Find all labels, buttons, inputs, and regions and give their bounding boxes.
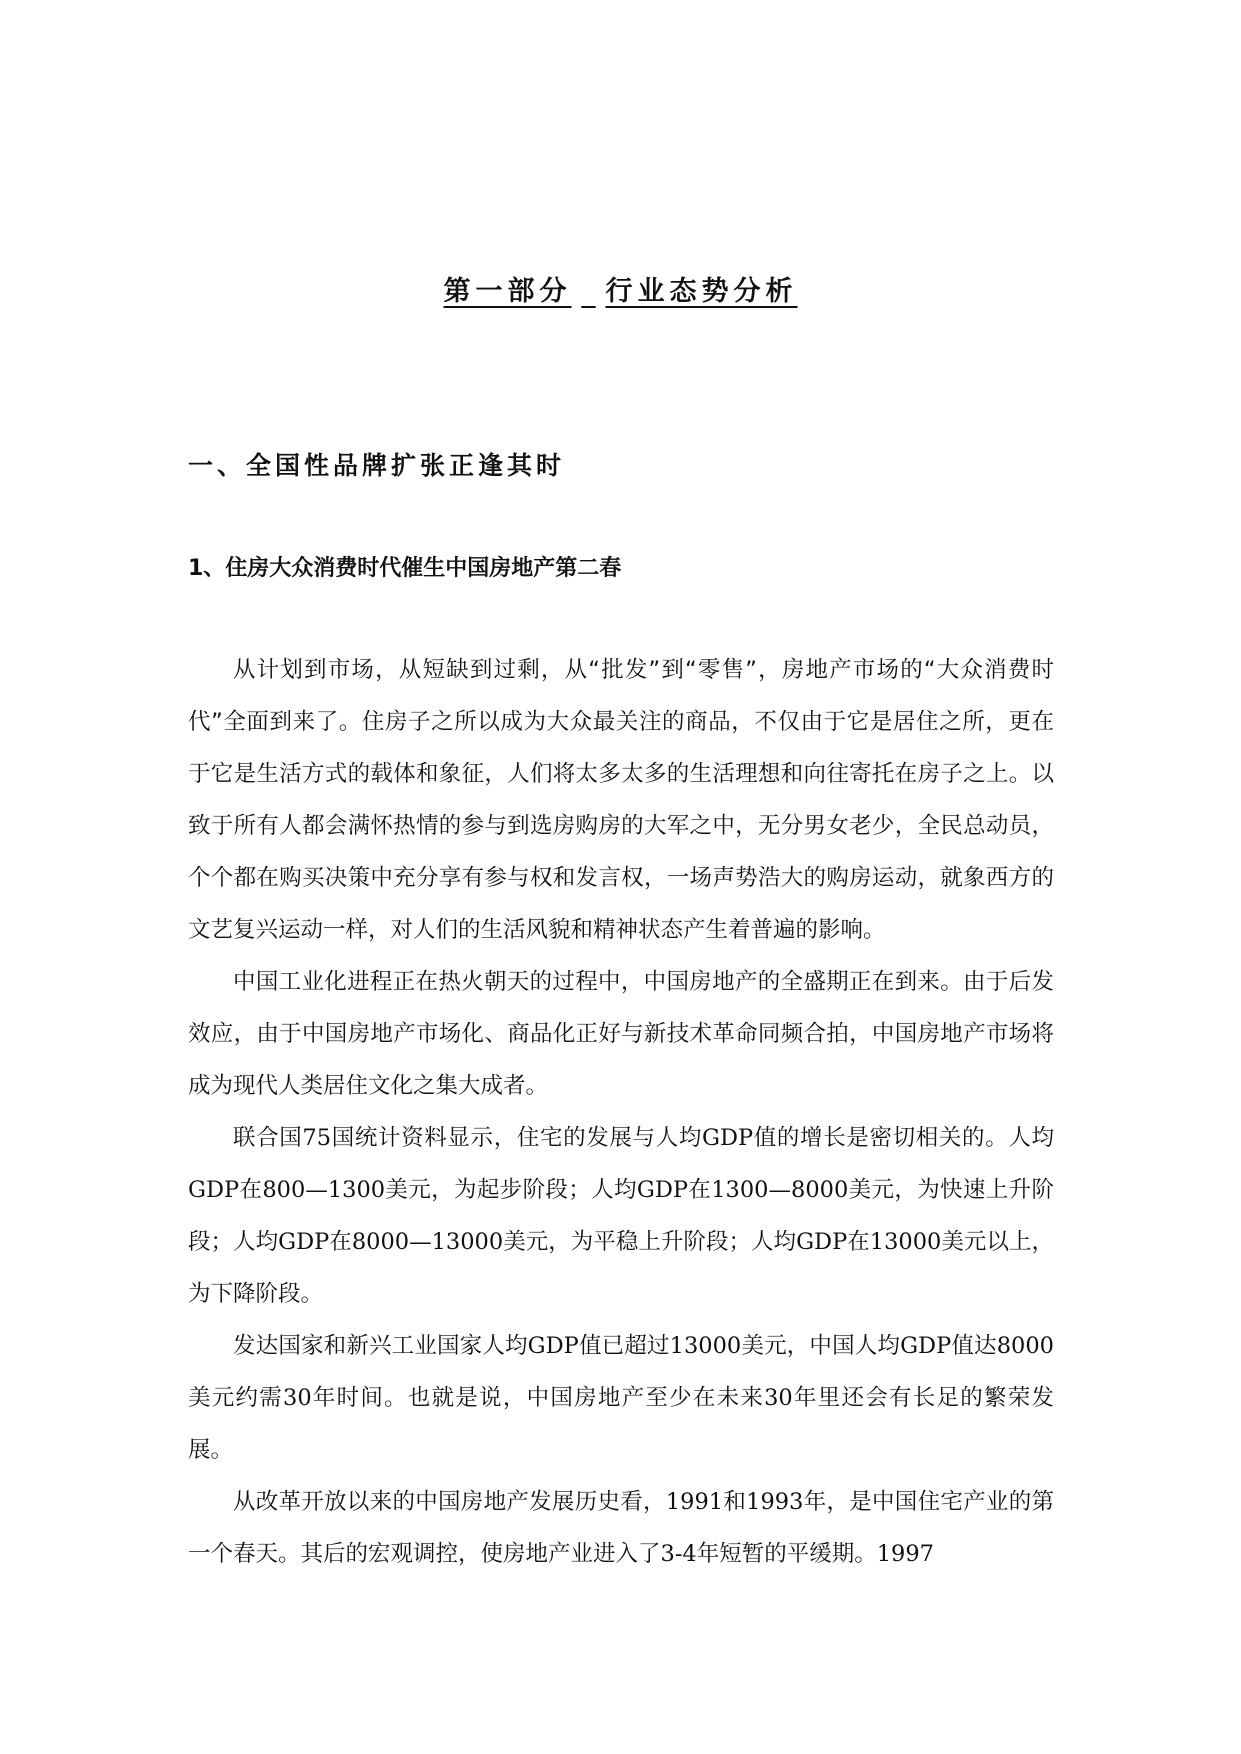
paragraph-1-emphasis: 从计划到市场，从短缺到过剩，从“批发”到“零售”，房地产市场的“大众消费时代”全面到来了。 [188, 657, 1054, 735]
body-text [188, 644, 1054, 1580]
part-title-label: 第一部分 [443, 276, 572, 307]
part-title-topic: 行业态势分析 [605, 276, 798, 307]
sub-heading: 1、住房大众消费时代催生中国房地产第二春 [188, 556, 622, 581]
paragraph-1-text: 住房子之所以成为大众最关注的商品，不仅由于它是居住之所，更在于它是生活方式的载体和象征，人们将太多太多的生活理想和向往寄托在房子之上。以致于所有人都会满怀热情的参与到选房购房的大军之中，无分男女老少，全民总动员，个个都在购买决策中充分享有参与权和发言权，一场声势浩大的购房运动，就象西方的文艺复兴运动一样，对人们的生活风貌和精神状态产生着普遍的影响。 [188, 709, 1054, 943]
part-title [0, 272, 1241, 312]
paragraph-5 [188, 1476, 1054, 1580]
paragraph-4 [188, 1320, 1054, 1476]
section-heading: 一、全国性品牌扩张正逢其时 [188, 451, 566, 480]
paragraph-2-emphasis: 中国房地产市场将成为现代人类居住文化之集大成者。 [188, 1021, 1054, 1099]
paragraph-2 [188, 956, 1054, 1112]
paragraph-4-text: 发达国家和新兴工业国家人均GDP值已超过13000美元，中国人均GDP值达8000美元约需30年时间。也就是说，中国房地产至少在未来30年里还会有长足的繁荣发展。 [188, 1333, 1054, 1463]
paragraph-3 [188, 1112, 1054, 1320]
paragraph-5-text: 从改革开放以来的中国房地产发展历史看，1991和1993年，是中国住宅产业的第一个春天。其后的宏观调控，使房地产业进入了3-4年短暂的平缓期。1997 [188, 1489, 1054, 1567]
paragraph-1 [188, 644, 1054, 956]
paragraph-3-text: 联合国75国统计资料显示，住宅的发展与人均GDP值的增长是密切相关的。人均GDP在800—1300美元，为起步阶段；人均GDP在1300—8000美元，为快速上升阶段；人均GDP在8000—13000美元，为平稳上升阶段；人均GDP在13000美元以上，为下降阶段。 [188, 1125, 1054, 1307]
paragraph-2-text: 中国工业化进程正在热火朝天的过程中，中国房地产的全盛期正在到来。由于后发效应，由于中国房地产市场化、商品化正好与新技术革命同频合拍， [188, 969, 1054, 1047]
part-title-gap [572, 272, 606, 312]
